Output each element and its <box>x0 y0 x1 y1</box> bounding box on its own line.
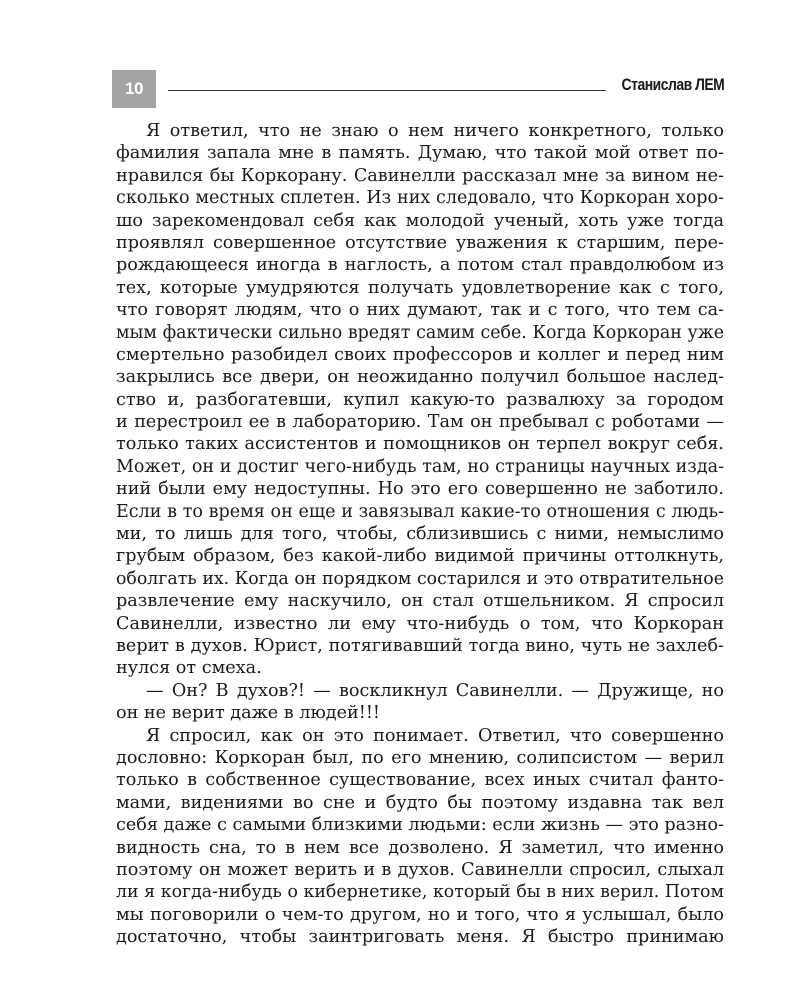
text-line: рождающееся иногда в наглость, а потом стал правдолюбом из <box>116 255 724 276</box>
text-line: только таких ассистентов и помощников он терпел вокруг себя. <box>116 434 724 455</box>
text-line: нравился бы Коркорану. Савинелли рассказал мне за вином не- <box>116 165 724 186</box>
running-header <box>112 70 724 108</box>
author-name: Станислав ЛЕМ <box>621 75 724 94</box>
text-line: закрылись все двери, он неожиданно получил большое наслед- <box>116 367 724 388</box>
text-line: достаточно, чтобы заинтриговать меня. Я быстро принимаю <box>116 927 724 948</box>
text-line: Может, он и достиг чего-нибудь там, но страницы научных изда- <box>116 456 724 477</box>
text-line: Я спросил, как он это понимает. Ответил, что совершенно <box>146 725 724 746</box>
text-line: ли я когда-нибудь о кибернетике, который бы в них верил. Потом <box>116 882 724 903</box>
text-line: только в собственное существование, всех иных считал фанто- <box>116 770 724 791</box>
text-line: что говорят людям, что о них думают, так и с того, что тем са- <box>116 300 724 321</box>
text-line: ний были ему недоступны. Но это его совершенно не заботило. <box>116 479 724 500</box>
text-line: себя даже с самыми близкими людьми: если жизнь — это разно- <box>116 815 724 836</box>
text-line: нулся от смеха. <box>116 658 262 679</box>
text-line: видность сна, то в нем все дозволено. Я заметил, что именно <box>116 837 724 858</box>
header-rule <box>168 90 606 91</box>
text-line: дословно: Коркоран был, по его мнению, солипсистом — верил <box>116 747 724 768</box>
page-number: 10 <box>112 70 156 108</box>
text-line: шо зарекомендовал себя как молодой ученый, хоть уже тогда <box>116 210 724 231</box>
text-line: оболгать их. Когда он порядком состарился и это отвратительное <box>116 568 724 589</box>
text-line: верит в духов. Юрист, потягивавший тогда вино, чуть не захлеб- <box>116 635 724 656</box>
text-line: поэтому он может верить и в духов. Савинелли спросил, слыхал <box>116 859 724 880</box>
text-line: он не верит даже в людей!!! <box>116 703 380 724</box>
text-line: Если в то время он еще и завязывал какие-то отношения с людь- <box>116 501 724 522</box>
text-line: — Он? В духов?! — воскликнул Савинелли. — Дружище, но <box>146 680 724 701</box>
text-line: мами, видениями во сне и будто бы поэтому издавна так вел <box>116 792 724 813</box>
body-text <box>116 120 724 948</box>
text-line: Савинелли, известно ли ему что-нибудь о том, что Коркоран <box>116 613 724 634</box>
text-line: ми, то лишь для того, чтобы, сблизившись с ними, немыслимо <box>116 524 724 545</box>
text-line: ство и, разбогатевши, купил какую-то развалюху за городом <box>116 389 724 410</box>
text-line: смертельно разобидел своих профессоров и коллег и перед ним <box>116 344 724 365</box>
text-line: Я ответил, что не знаю о нем ничего конкретного, только <box>146 121 724 141</box>
text-line: сколько местных сплетен. Из них следовало, что Коркоран хоро- <box>116 188 724 209</box>
text-line: тех, которые умудряются получать удовлетворение как с того, <box>116 277 724 298</box>
text-line: и перестроил ее в лабораторию. Там он пребывал с роботами — <box>116 412 724 433</box>
text-line: грубым образом, без какой-либо видимой причины оттолкнуть, <box>116 546 724 567</box>
text-line: мы поговорили о чем-то другом, но и того, что я услышал, было <box>116 904 724 925</box>
text-line: развлечение ему наскучило, он стал отшельником. Я спросил <box>116 591 724 612</box>
text-line: фамилия запала мне в память. Думаю, что такой мой ответ по- <box>116 143 724 164</box>
text-line: мым фактически сильно вредят самим себе. Когда Коркоран уже <box>116 322 724 343</box>
text-line: проявлял совершенное отсутствие уважения к старшим, пере- <box>116 232 724 253</box>
